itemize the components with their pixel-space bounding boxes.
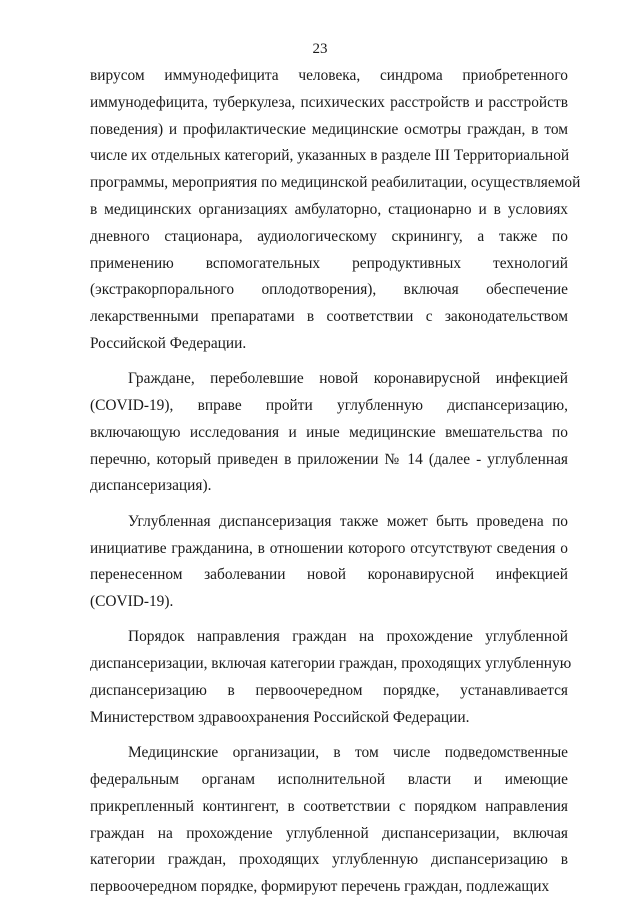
- text-line: диспансеризации, включая категории граждан, проходящих углубленную: [90, 655, 572, 673]
- text-line: программы, мероприятия по медицинской реабилитации, осуществляемой: [90, 174, 581, 192]
- text-line: прикрепленный контингент, в соответствии с порядком направления: [90, 797, 568, 815]
- text-line: лекарственными препаратами в соответствии с законодательством: [90, 308, 568, 326]
- text-line: дневного стационара, аудиологическому скринингу, а также по: [90, 227, 568, 245]
- text-line: Министерством здравоохранения Российской Федерации.: [90, 708, 470, 726]
- text-line: числе их отдельных категорий, указанных в разделе III Территориальной: [90, 147, 570, 165]
- paragraph: [90, 63, 581, 358]
- paragraph: [90, 740, 568, 901]
- text-line: поведения) и профилактические медицинские осмотры граждан, в том: [90, 120, 568, 138]
- text-line: (COVID-19), вправе пройти углубленную диспансеризацию,: [90, 397, 568, 415]
- text-line: включающую исследования и иные медицинские вмешательства по: [90, 423, 568, 441]
- text-line: граждан на прохождение углубленной диспансеризации, включая: [90, 824, 568, 842]
- text-line: Граждане, переболевшие новой коронавирусной инфекцией: [128, 370, 568, 388]
- text-line: перенесенном заболевании новой коронавирусной инфекцией: [90, 566, 568, 584]
- paragraph: [90, 509, 568, 616]
- text-line: категории граждан, проходящих углубленную диспансеризацию в: [90, 851, 568, 869]
- text-line: в медицинских организациях амбулаторно, стационарно и в условиях: [90, 200, 568, 218]
- text-line: (COVID-19).: [90, 593, 174, 611]
- text-line: вирусом иммунодефицита человека, синдрома приобретенного: [90, 67, 568, 84]
- text-line: Российской Федерации.: [90, 334, 247, 352]
- text-line: федеральным органам исполнительной власти и имеющие: [90, 770, 568, 788]
- text-line: перечню, который приведен в приложении № 14 (далее - углубленная: [90, 450, 568, 468]
- text-line: (экстракорпорального оплодотворения), включая обеспечение: [90, 281, 568, 299]
- paragraph: [90, 366, 568, 500]
- text-line: Порядок направления граждан на прохождение углубленной: [128, 628, 568, 646]
- text-line: Медицинские организации, в том числе подведомственные: [128, 744, 568, 762]
- text-line: диспансеризацию в первоочередном порядке, устанавливается: [90, 682, 568, 700]
- text-line: диспансеризация).: [90, 477, 212, 495]
- document-body: [90, 63, 581, 909]
- text-line: иммунодефицита, туберкулеза, психических расстройств и расстройств: [90, 93, 568, 111]
- text-line: инициативе гражданина, в отношении которого отсутствуют сведения о: [90, 539, 568, 557]
- page-number: 23: [312, 41, 328, 57]
- paragraph: [90, 624, 572, 731]
- text-line: первоочередном порядке, формируют перечень граждан, подлежащих: [90, 878, 550, 896]
- text-line: применению вспомогательных репродуктивных технологий: [90, 254, 568, 272]
- text-line: Углубленная диспансеризация также может быть проведена по: [128, 512, 568, 530]
